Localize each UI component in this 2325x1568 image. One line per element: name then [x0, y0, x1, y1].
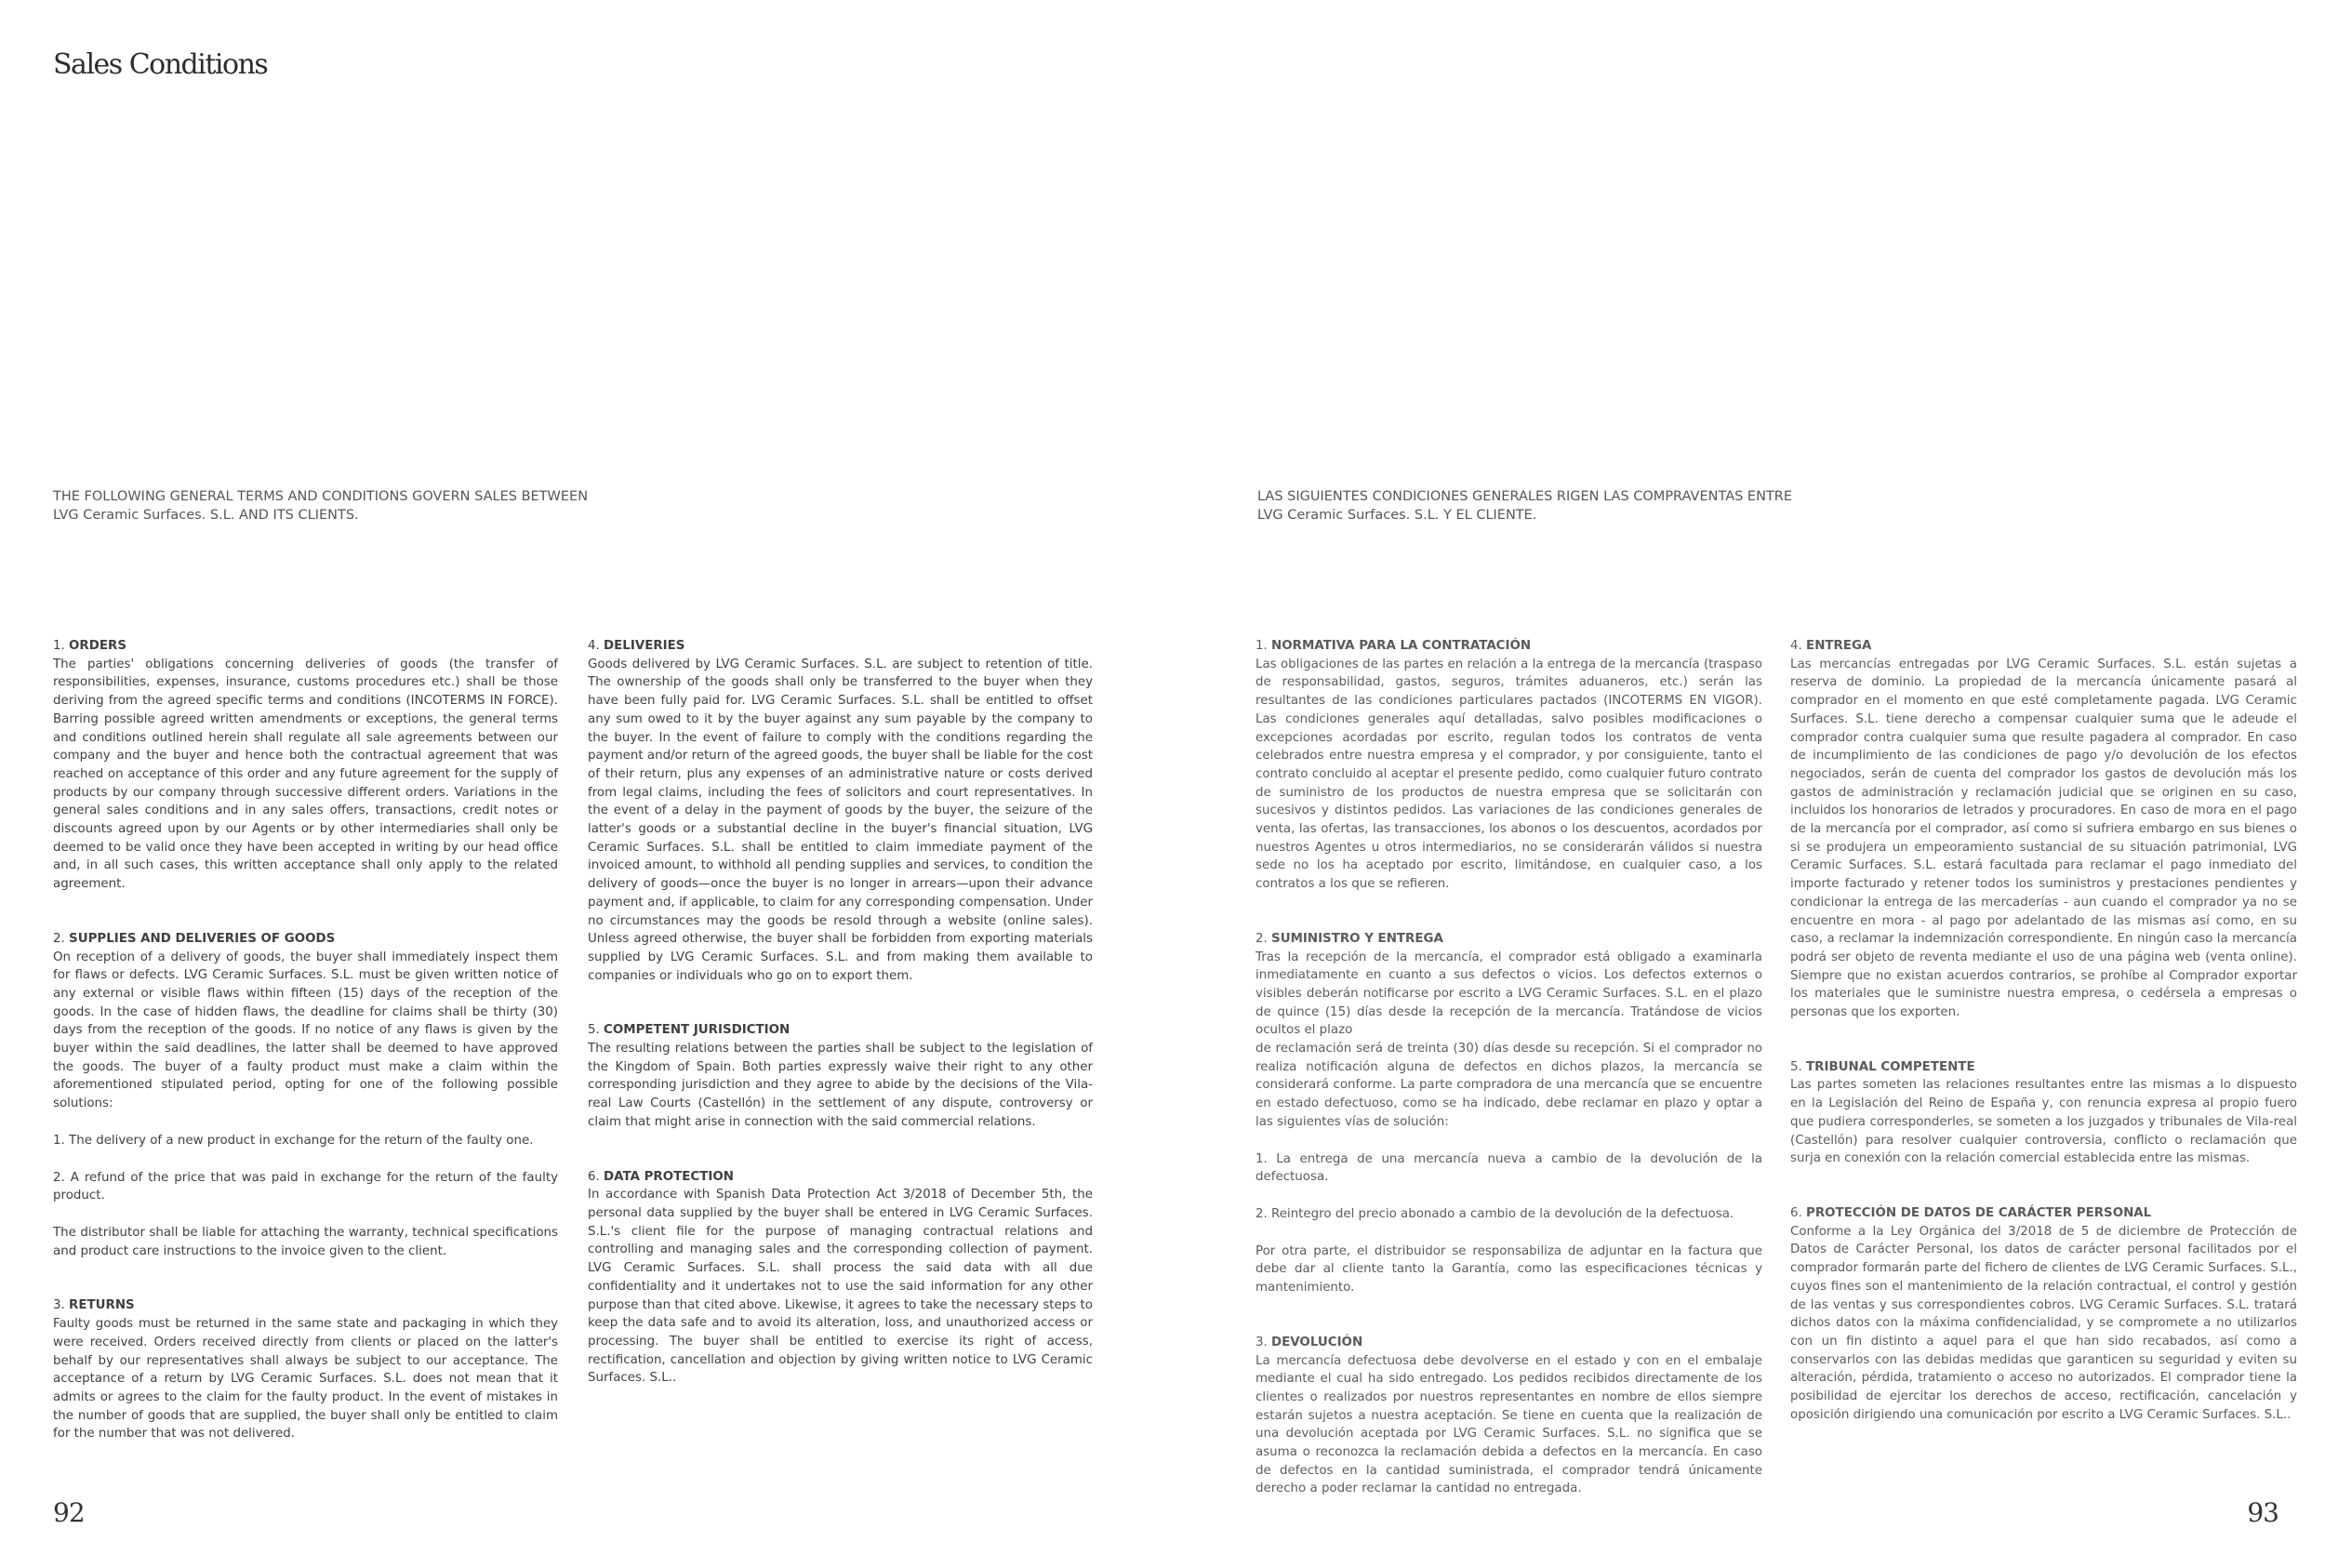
section-number: 2. [53, 931, 65, 946]
spanish-column-2 [1790, 637, 2297, 1460]
section-data-protection [588, 1168, 1093, 1388]
section-number: 5. [588, 1023, 600, 1038]
solution-option-1: 1. The delivery of a new product in exchange for the return of the faulty one. [53, 1133, 534, 1148]
section-body: The resulting relations between the parties shall be subject to the legislation of the Kingdom of Spain. Both parties expressly waive their right to any other corresponding jurisdiction and they agree to abide by the decisions of the Vila-real Law Courts (Castellón) in the settlement of any dispute, controversy or claim that might arise in connection with the said commercial relations. [588, 1042, 1093, 1129]
section-title: NORMATIVA PARA LA CONTRATACIÓN [1271, 639, 1532, 653]
section-body: Conforme a la Ley Orgánica del 3/2018 de 5 de diciembre de Protección de Datos de Carácter Personal, los datos de carácter personal facilitados por el comprador formarán parte del fichero de clientes de LVG Ceramic Surfaces. S.L., cuyos fines son el mantenimiento de la relación contractual, el control y gestión de las ventas y sus correspondientes cobros. LVG Ceramic Surfaces. S.L. tratará dichos datos con la máxima confidencialidad, y se compromete a no utilizarlos con un fin distinto a aquel para el que han sido recabados, así como a conservarlos con las debidas medidas que garanticen su seguridad y eviten su alteración, pérdida, tratamiento o acceso no autorizados. El comprador tiene la posibilidad de ejercitar los derechos de acceso, rectificación, cancelación y oposición dirigiendo una comunicación por escrito a LVG Ceramic Surfaces. S.L.. [1790, 1224, 2297, 1422]
intro-spanish-line-2: LVG Ceramic Surfaces. S.L. Y EL CLIENTE. [1257, 508, 1537, 523]
section-title: DELIVERIES [604, 639, 685, 653]
section-body: Tras la recepción de la mercancía, el comprador está obligado a examinarla inmediatamente en cuanto a sus defectos o vicios. Los defectos externos o visibles deberán notificarse por escrito a LVG Ceramic Surfaces. S.L. en el plazo de quince (15) días desde la recepción de la mercancía. Tratándose de vicios ocultos el plazo [1256, 950, 1762, 1038]
section-body: On reception of a delivery of goods, the buyer shall immediately inspect them for flaws or defects. LVG Ceramic Surfaces. S.L. must be given written notice of any external or visible flaws within fifteen (15) days of the reception of the goods. In the case of hidden flaws, the deadline for claims shall be thirty (30) days from the reception of the goods. If no notice of any flaws is given by the buyer within the said deadlines, the latter shall be deemed to have approved the goods. The buyer of a faulty product must make a claim within the aforementioned stipulated period, opting for one of the following possible solutions: [53, 950, 558, 1111]
section-orders [53, 637, 558, 894]
section-title: SUMINISTRO Y ENTREGA [1271, 931, 1443, 946]
section-number: 5. [1790, 1059, 1802, 1074]
seccion-tribunal-competente [1790, 1058, 2297, 1168]
intro-english [53, 487, 611, 525]
section-title: PROTECCIÓN DE DATOS DE CARÁCTER PERSONAL [1806, 1205, 2152, 1220]
section-number: 2. [1256, 931, 1268, 946]
section-competent-jurisdiction [588, 1021, 1093, 1131]
solution-option-2: 2. A refund of the price that was paid in exchange for the return of the faulty product. [53, 1170, 558, 1203]
english-column-1 [53, 637, 558, 1480]
section-supplies-deliveries [53, 930, 558, 1261]
intro-english-line-2: LVG Ceramic Surfaces. S.L. AND ITS CLIENTS. [53, 508, 359, 523]
section-body: The parties' obligations concerning deliveries of goods (the transfer of responsibilities, expenses, insurance, customs procedures etc.) shall be those deriving from the agreed specific terms and conditions (INCOTERMS IN FORCE). Barring possible agreed written amendments or exceptions, the general terms and conditions outlined herein shall regulate all sale agreements between our company and the buyer and hence both the contractual agreement that was reached on acceptance of this order and any future agreement for the supply of products by our company through successive different orders. Variations in the general sales conditions and in any sales offers, transactions, credit notes or discounts agreed upon by our Agents or by other intermediaries shall only be deemed to be valid once they have been accepted in writing by our head office and, in all such cases, this written acceptance shall only apply to the related agreement. [53, 657, 558, 892]
distributor-note: Por otra parte, el distribuidor se responsabiliza de adjuntar en la factura que debe dar al cliente tanto la Garantía, como las especificaciones técnicas y mantenimiento. [1256, 1243, 1762, 1296]
section-body: Las obligaciones de las partes en relación a la entrega de la mercancía (traspaso de responsabilidad, gastos, seguros, trámites aduaneros, etc.) serán las resultantes de las condiciones particulares pactados (INCOTERMS EN VIGOR). Las condiciones generales aquí detalladas, salvo posibles modificaciones o excepciones acordadas por escrito, regulan todos los contratos de venta celebrados entre nuestra empresa y el comprador, y por consiguiente, tanto el contrato concluido al aceptar el presente pedido, como cualquier futuro contrato de suministro de los productos de nuestra empresa que se solicitarán con sucesivos y distintos pedidos. Las variaciones de las condiciones generales de venta, las ofertas, las transacciones, los abonos o los descuentos, acordados por nuestros Agentes u otros intermediarios, no se considerarán válidos si nuestra sede no los ha aceptado por escrito, limitándose, en cualquier caso, a los contratos a los que se refieren. [1256, 657, 1762, 892]
section-body-continued: de reclamación será de treinta (30) días desde su recepción. Si el comprador no realiza notificación alguna de defectos en dichos plazos, la mercancía se considerará conforme. La parte compradora de una mercancía que se encuentre en estado defectuoso, como se ha indicado, debe reclamar en plazo y optar a las siguientes vías de solución: [1256, 1042, 1762, 1129]
english-column-2 [588, 637, 1093, 1424]
seccion-devolucion [1256, 1334, 1762, 1498]
section-title: TRIBUNAL COMPETENTE [1806, 1059, 1975, 1074]
intro-english-line-1: THE FOLLOWING GENERAL TERMS AND CONDITIONS GOVERN SALES BETWEEN [53, 489, 589, 504]
section-returns [53, 1296, 558, 1443]
section-number: 4. [1790, 639, 1802, 653]
page-title: Sales Conditions [53, 48, 268, 81]
section-body: Goods delivered by LVG Ceramic Surfaces. S.L. are subject to retention of title. The ownership of the goods shall only be transferred to the buyer when they have been fully paid for. LVG Ceramic Surfaces. S.L. shall be entitled to offset any sum owed to it by the buyer against any sum payable by the company to the buyer. In the event of failure to comply with the conditions regarding the payment and/or return of the agreed goods, the buyer shall be liable for the cost of their return, plus any expenses of an administrative nature or costs derived from legal claims, including the fees of solicitors and court representatives. In the event of a delay in the payment of goods by the buyer, the seizure of the latter's goods or a substantial decline in the buyer's financial situation, LVG Ceramic Surfaces. S.L. shall be entitled to claim immediate payment of the invoiced amount, to withhold all pending supplies and services, to condition the delivery of goods—once the buyer is no longer in arrears—upon their advance payment and, if applicable, to claim for any corresponding compensation. Under no circumstances may the goods be resold through a website (online sales). Unless agreed otherwise, the buyer shall be forbidden from exporting materials supplied by LVG Ceramic Surfaces. S.L. and from making them available to companies or individuals who go on to export them. [588, 657, 1093, 983]
section-body: Las mercancías entregadas por LVG Ceramic Surfaces. S.L. están sujetas a reserva de dominio. La propiedad de la mercancía únicamente pasará al comprador en el momento en que esté completamente pagada. LVG Ceramic Surfaces. S.L. tiene derecho a compensar cualquier suma que le adeude el comprador contra cualquier suma que resulte pagadera al comprador. En caso de incumplimiento de las condiciones de pago y/o devolución de los efectos negociados, serán de cuenta del comprador los gastos de devolución más los gastos de administración y reclamación judicial que se originen en su caso, incluidos los honorarios de letrados y procuradores. En caso de mora en el pago de la mercancía por el comprador, así como si sufriera embargo en sus bienes o si se produjera un empeoramiento sustancial de su situación patrimonial, LVG Ceramic Surfaces. S.L. estará facultada para reclamar el pago inmediato del importe facturado y retener todos los suministros y prestaciones pendientes y condicionar la entrega de las mercaderías - aun cuando el comprador ya no se encuentre en mora - al pago por adelantado de las mismas así como, en su caso, a reclamar la indemnización correspondiente. En ningún caso la mercancía podrá ser objeto de reventa mediante el uso de una página web (venta online). Siempre que no existan acuerdos contrarios, se prohíbe al Comprador exportar los materiales que le suministre nuestra empresa, o cedérsela a empresas o personas que los exporten. [1790, 657, 2297, 1020]
section-number: 1. [1256, 639, 1268, 653]
section-title: SUPPLIES AND DELIVERIES OF GOODS [69, 931, 336, 946]
solution-option-2: 2. Reintegro del precio abonado a cambio de la devolución de la defectuosa. [1256, 1206, 1734, 1221]
section-number: 4. [588, 639, 600, 653]
section-number: 3. [1256, 1335, 1268, 1349]
intro-spanish-line-1: LAS SIGUIENTES CONDICIONES GENERALES RIGEN LAS COMPRAVENTAS ENTRE [1257, 489, 1793, 504]
section-title: ENTREGA [1806, 639, 1872, 653]
section-number: 6. [588, 1169, 600, 1184]
intro-spanish [1257, 487, 1815, 525]
page-number-left: 92 [53, 1497, 85, 1528]
distributor-note: The distributor shall be liable for attaching the warranty, technical specifications and product care instructions to the invoice given to the client. [53, 1225, 558, 1258]
section-title: COMPETENT JURISDICTION [604, 1023, 790, 1038]
section-body: La mercancía defectuosa debe devolverse en el estado y con en el embalaje mediante el cual ha sido entregado. Los pedidos recibidos directamente de los clientes o realizados por nuestros representantes en nombre de ellos siempre estarán sujetos a nuestra aceptación. Se tiene en cuenta que la realización de una devolución aceptada por LVG Ceramic Surfaces. S.L. no significa que se asuma o reconozca la reclamación debida a defectos en la mercancía. En caso de defectos en la cantidad suministrada, el comprador tendrá únicamente derecho a poder reclamar la cantidad no entregada. [1256, 1353, 1762, 1496]
section-body: Faulty goods must be returned in the same state and packaging in which they were received. Orders received directly from clients or placed on the latter's behalf by our representatives shall always be subject to our acceptance. The acceptance of a return by LVG Ceramic Surfaces. S.L. does not mean that it admits or agrees to the claim for the faulty product. In the event of mistakes in the number of goods that are supplied, the buyer shall only be entitled to claim for the number that was not delivered. [53, 1317, 558, 1442]
section-body: Las partes someten las relaciones resultantes entre las mismas a lo dispuesto en la Legislación del Reino de España y, con renuncia expresa al propio fuero que pudiera corresponderles, se someten a los juzgados y tribunales de Vila-real (Castellón) para resolver cualquier controversia, conflicto o reclamación que surja en conexión con la relación comercial establecida entre las mismas. [1790, 1078, 2297, 1166]
section-title: ORDERS [69, 639, 126, 653]
section-deliveries [588, 637, 1093, 985]
seccion-proteccion-datos [1790, 1204, 2297, 1424]
section-title: DATA PROTECTION [604, 1169, 734, 1184]
seccion-suministro-entrega [1256, 930, 1762, 1297]
section-number: 3. [53, 1298, 65, 1313]
section-title: RETURNS [69, 1298, 135, 1313]
spanish-column-1 [1256, 637, 1762, 1535]
section-number: 1. [53, 639, 65, 653]
section-title: DEVOLUCIÓN [1271, 1335, 1363, 1349]
section-body: In accordance with Spanish Data Protection Act 3/2018 of December 5th, the personal data supplied by the buyer shall be entered in LVG Ceramic Surfaces. S.L.'s client file for the purpose of managing contractual relations and controlling and managing sales and the corresponding collection of payment. LVG Ceramic Surfaces. S.L. shall process the said data with all due confidentiality and it undertakes not to use the said information for any other purpose than that cited above. Likewise, it agrees to take the necessary steps to keep the data safe and to avoid its alteration, loss, and unauthorized access or processing. The buyer shall be entitled to exercise its right of access, rectification, cancellation and objection by giving written notice to LVG Ceramic Surfaces. S.L.. [588, 1188, 1093, 1386]
section-number: 6. [1790, 1205, 1802, 1220]
page-number-right: 93 [2247, 1497, 2278, 1528]
seccion-entrega [1790, 637, 2297, 1022]
seccion-normativa [1256, 637, 1762, 894]
solution-option-1: 1. La entrega de una mercancía nueva a cambio de la devolución de la defectuosa. [1256, 1151, 1762, 1185]
